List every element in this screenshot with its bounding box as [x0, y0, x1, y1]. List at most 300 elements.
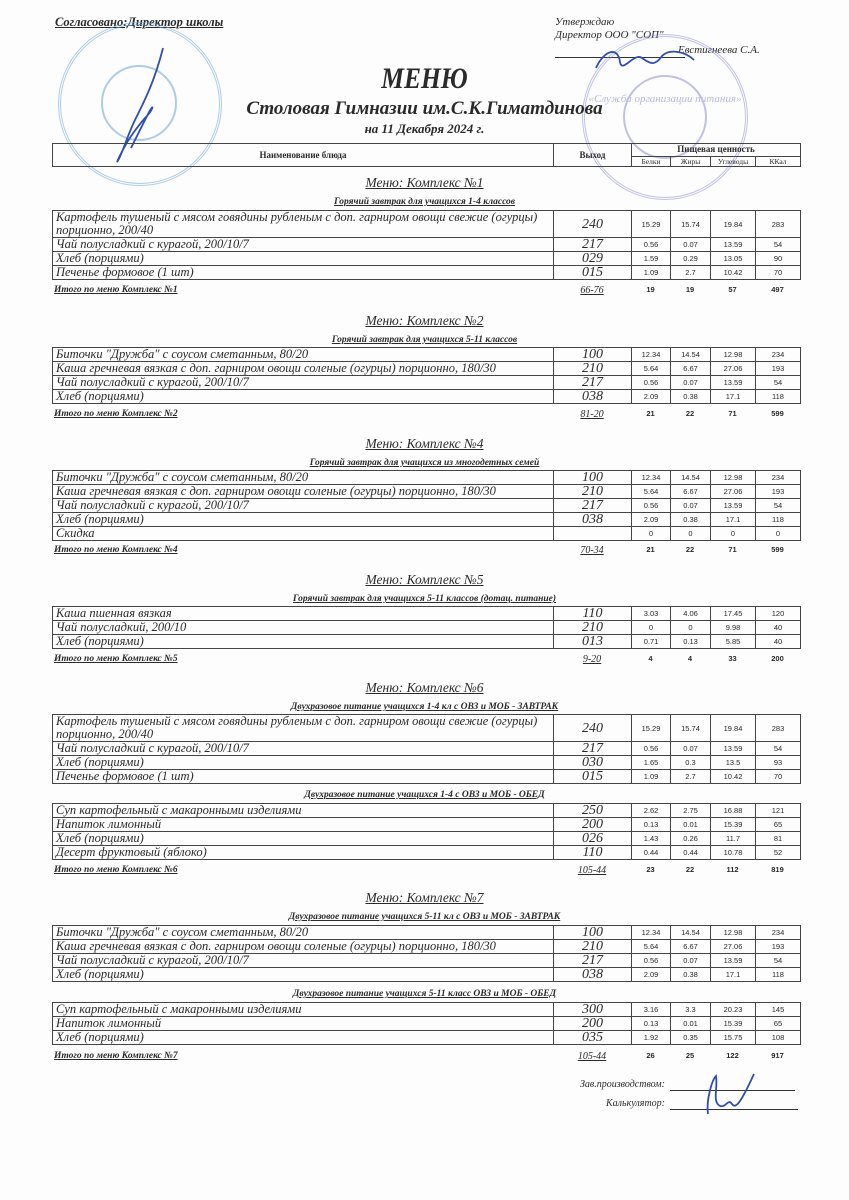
dish-carbs: 27.06 [711, 940, 756, 954]
dish-output: 300 [554, 1003, 632, 1017]
total-proteins: 21 [646, 545, 655, 554]
dish-kcal: 54 [756, 376, 801, 390]
dish-name: Картофель тушеный с мясом говядины рубленым с доп. гарниром овощи свежие (огурцы) порционно, 200/40 [53, 211, 554, 238]
total-fats: 19 [685, 285, 695, 294]
dish-kcal: 108 [756, 1031, 801, 1045]
menu-total [52, 1051, 800, 1064]
table-row [53, 211, 801, 238]
dish-output: 015 [554, 266, 632, 280]
dish-fats: 0.38 [671, 513, 711, 527]
col-kcal: ККал [756, 156, 801, 166]
dish-kcal: 193 [756, 485, 801, 499]
approve-name: Евстигнеева С.А. [678, 44, 760, 56]
dish-name: Биточки "Дружба" с соусом сметанным, 80/20 [53, 471, 554, 485]
dish-name: Хлеб (порциями) [53, 635, 554, 649]
dish-fats: 0.38 [671, 390, 711, 404]
dish-carbs: 11.7 [711, 832, 756, 846]
total-carbs: 112 [726, 865, 739, 874]
dish-name: Суп картофельный с макаронными изделиями [53, 804, 554, 818]
dish-output: 217 [554, 499, 632, 513]
menu-table [52, 803, 801, 860]
dish-carbs: 27.06 [711, 362, 756, 376]
table-row [53, 390, 801, 404]
dish-kcal: 52 [756, 846, 801, 860]
menu-title: Меню: Комплекс №1 [365, 175, 484, 190]
dish-carbs: 5.85 [711, 635, 756, 649]
dish-output: 035 [554, 1031, 632, 1045]
dish-carbs: 13.5 [711, 756, 756, 770]
menu-table [52, 470, 801, 541]
dish-carbs: 15.39 [711, 1017, 756, 1031]
table-row [53, 818, 801, 832]
menu-title: Меню: Комплекс №5 [365, 572, 484, 587]
dish-proteins: 0.13 [632, 818, 671, 832]
dish-kcal: 121 [756, 804, 801, 818]
dish-proteins: 1.92 [632, 1031, 671, 1045]
menu-total [52, 654, 800, 667]
dish-proteins: 1.43 [632, 832, 671, 846]
total-label: Итого по меню Комплекс №6 [54, 865, 178, 875]
dish-kcal: 118 [756, 390, 801, 404]
dish-carbs: 15.75 [711, 1031, 756, 1045]
column-header [52, 143, 801, 167]
dish-carbs: 12.98 [711, 471, 756, 485]
table-row [53, 804, 801, 818]
dish-output: 210 [554, 621, 632, 635]
menu-date: на 11 Декабря 2024 г. [364, 121, 485, 136]
dish-output: 013 [554, 635, 632, 649]
dish-proteins: 0.56 [632, 954, 671, 968]
dish-carbs: 12.98 [711, 348, 756, 362]
total-carbs: 71 [728, 409, 737, 418]
dish-carbs: 10.78 [711, 846, 756, 860]
dish-fats: 0.01 [671, 1017, 711, 1031]
total-carbs: 71 [728, 545, 737, 554]
dish-fats: 2.75 [671, 804, 711, 818]
total-kcal: 200 [771, 654, 784, 663]
dish-fats: 2.7 [671, 770, 711, 784]
table-row [53, 742, 801, 756]
dish-fats: 0 [671, 527, 711, 541]
dish-name: Десерт фруктовый (яблоко) [53, 846, 554, 860]
menu-table [52, 714, 801, 784]
dish-name: Каша пшенная вязкая [53, 607, 554, 621]
dish-carbs: 17.1 [711, 390, 756, 404]
dish-output: 250 [554, 804, 632, 818]
total-kcal: 819 [771, 865, 784, 874]
dish-name: Печенье формовое (1 шт) [53, 266, 554, 280]
section-title: Двухразовое питание учащихся 5-11 класс ОВЗ и МОБ - ОБЕД [292, 989, 557, 999]
dish-fats: 0.3 [671, 756, 711, 770]
total-fats: 22 [685, 865, 695, 874]
dish-name: Хлеб (порциями) [53, 513, 554, 527]
dish-output: 200 [554, 1017, 632, 1031]
production-head-label: Зав.производством: [579, 1079, 665, 1090]
dish-name: Напиток лимонный [53, 1017, 554, 1031]
dish-carbs: 15.39 [711, 818, 756, 832]
dish-name: Каша гречневая вязкая с доп. гарниром овощи соленые (огурцы) порционно, 180/30 [53, 940, 554, 954]
table-row [53, 1031, 801, 1045]
dish-carbs: 17.1 [711, 968, 756, 982]
dish-proteins: 0.56 [632, 376, 671, 390]
dish-fats: 6.67 [671, 940, 711, 954]
table-row [53, 770, 801, 784]
total-fats: 4 [687, 654, 693, 663]
total-proteins: 26 [646, 1051, 655, 1060]
dish-kcal: 283 [756, 211, 801, 238]
dish-fats: 4.06 [671, 607, 711, 621]
dish-output: 038 [554, 968, 632, 982]
dish-proteins: 0 [632, 621, 671, 635]
total-carbs: 57 [728, 285, 737, 294]
dish-kcal: 193 [756, 362, 801, 376]
total-output: 105-44 [577, 865, 607, 876]
dish-output [554, 527, 632, 541]
calculator-signature [698, 1070, 758, 1120]
table-row [53, 238, 801, 252]
page-title: МЕНЮ [381, 62, 468, 95]
dish-output: 217 [554, 238, 632, 252]
menu-table [52, 347, 801, 404]
dish-output: 038 [554, 390, 632, 404]
menu-total [52, 409, 800, 422]
dish-kcal: 65 [756, 818, 801, 832]
dish-kcal: 54 [756, 742, 801, 756]
dish-carbs: 27.06 [711, 485, 756, 499]
section-title: Двухразовое питание учащихся 5-11 кл с ОВЗ и МОБ - ЗАВТРАК [288, 912, 561, 922]
dish-fats: 0.07 [671, 499, 711, 513]
menu-total [52, 545, 800, 558]
dish-name: Хлеб (порциями) [53, 390, 554, 404]
dish-kcal: 65 [756, 1017, 801, 1031]
dish-fats: 0.26 [671, 832, 711, 846]
dish-output: 029 [554, 252, 632, 266]
table-row [53, 252, 801, 266]
dish-name: Чай полусладкий с курагой, 200/10/7 [53, 742, 554, 756]
col-nutrition: Пищевая ценность [632, 144, 801, 157]
dish-proteins: 12.34 [632, 926, 671, 940]
table-row [53, 756, 801, 770]
dish-proteins: 1.65 [632, 756, 671, 770]
dish-output: 210 [554, 940, 632, 954]
table-row [53, 362, 801, 376]
dish-output: 217 [554, 742, 632, 756]
agreed-label: Согласовано:Директор школы [55, 15, 224, 29]
dish-output: 217 [554, 954, 632, 968]
dish-kcal: 54 [756, 238, 801, 252]
total-kcal: 497 [771, 285, 784, 294]
col-carbs: Углеводы [711, 156, 756, 166]
dish-carbs: 13.59 [711, 954, 756, 968]
dish-output: 038 [554, 513, 632, 527]
dish-kcal: 90 [756, 252, 801, 266]
dish-proteins: 2.62 [632, 804, 671, 818]
menu-table [52, 606, 801, 649]
table-row [53, 348, 801, 362]
table-row [53, 527, 801, 541]
table-row [53, 376, 801, 390]
dish-kcal: 193 [756, 940, 801, 954]
dish-fats: 2.7 [671, 266, 711, 280]
table-row [53, 926, 801, 940]
dish-fats: 0.29 [671, 252, 711, 266]
dish-proteins: 3.16 [632, 1003, 671, 1017]
dish-name: Хлеб (порциями) [53, 1031, 554, 1045]
dish-carbs: 10.42 [711, 770, 756, 784]
section-title: Горячий завтрак для учащихся 1-4 классов [333, 197, 516, 207]
section-title: Двухразовое питание учащихся 1-4 с ОВЗ и МОБ - ОБЕД [304, 790, 545, 800]
dish-output: 110 [554, 607, 632, 621]
menu-title: Меню: Комплекс №7 [365, 890, 484, 905]
total-proteins: 19 [646, 285, 655, 294]
dish-proteins: 0.56 [632, 742, 671, 756]
dish-name: Чай полусладкий с курагой, 200/10/7 [53, 238, 554, 252]
total-label: Итого по меню Комплекс №1 [54, 285, 178, 295]
dish-fats: 0.07 [671, 238, 711, 252]
total-proteins: 4 [648, 654, 653, 663]
dish-kcal: 118 [756, 968, 801, 982]
dish-output: 200 [554, 818, 632, 832]
menu-table [52, 210, 801, 280]
menu-total [52, 285, 800, 298]
stamp-text: «Служба организации питания» [588, 93, 742, 105]
dish-fats: 14.54 [671, 348, 711, 362]
dish-kcal: 0 [756, 527, 801, 541]
table-row [53, 471, 801, 485]
total-proteins: 23 [646, 865, 655, 874]
dish-kcal: 40 [756, 635, 801, 649]
dish-carbs: 0 [711, 527, 756, 541]
dish-carbs: 9.98 [711, 621, 756, 635]
dish-fats: 0.07 [671, 742, 711, 756]
col-output: Выход [554, 144, 632, 167]
menu-total [52, 865, 800, 878]
dish-carbs: 13.59 [711, 742, 756, 756]
table-row [53, 715, 801, 742]
table-row [53, 832, 801, 846]
dish-output: 240 [554, 715, 632, 742]
dish-name: Хлеб (порциями) [53, 968, 554, 982]
menu-table [52, 925, 801, 982]
dish-output: 110 [554, 846, 632, 860]
dish-kcal: 120 [756, 607, 801, 621]
total-output: 105-44 [577, 1051, 607, 1062]
total-label: Итого по меню Комплекс №5 [54, 654, 178, 664]
dish-name: Картофель тушеный с мясом говядины рубленым с доп. гарниром овощи свежие (огурцы) порционно, 200/40 [53, 715, 554, 742]
dish-kcal: 81 [756, 832, 801, 846]
menu-title: Меню: Комплекс №6 [365, 680, 484, 695]
dish-kcal: 54 [756, 499, 801, 513]
table-row [53, 968, 801, 982]
section-title: Горячий завтрак для учащихся 5-11 классов [331, 335, 518, 345]
col-fats: Жиры [671, 156, 711, 166]
dish-kcal: 70 [756, 770, 801, 784]
table-row [53, 1003, 801, 1017]
dish-name: Чай полусладкий с курагой, 200/10/7 [53, 954, 554, 968]
dish-name: Суп картофельный с макаронными изделиями [53, 1003, 554, 1017]
dish-carbs: 19.84 [711, 715, 756, 742]
dish-fats: 0 [671, 621, 711, 635]
dish-carbs: 13.05 [711, 252, 756, 266]
dish-fats: 0.01 [671, 818, 711, 832]
col-proteins: Белки [632, 156, 671, 166]
dish-kcal: 40 [756, 621, 801, 635]
total-kcal: 917 [771, 1051, 784, 1060]
dish-fats: 6.67 [671, 362, 711, 376]
dish-proteins: 0 [632, 527, 671, 541]
dish-name: Напиток лимонный [53, 818, 554, 832]
dish-proteins: 15.29 [632, 715, 671, 742]
dish-proteins: 0.71 [632, 635, 671, 649]
dish-carbs: 13.59 [711, 238, 756, 252]
dish-output: 210 [554, 362, 632, 376]
dish-carbs: 19.84 [711, 211, 756, 238]
dish-carbs: 12.98 [711, 926, 756, 940]
dish-proteins: 2.09 [632, 390, 671, 404]
page-subtitle: Столовая Гимназии им.С.К.Гиматдинова [246, 98, 603, 119]
approve-label: Утверждаю [555, 16, 615, 28]
dish-fats: 15.74 [671, 715, 711, 742]
table-row [53, 513, 801, 527]
dish-kcal: 70 [756, 266, 801, 280]
dish-name: Биточки "Дружба" с соусом сметанным, 80/20 [53, 926, 554, 940]
table-row [53, 1017, 801, 1031]
dish-fats: 6.67 [671, 485, 711, 499]
total-output: 9-20 [582, 654, 602, 665]
dish-name: Каша гречневая вязкая с доп. гарниром овощи соленые (огурцы) порционно, 180/30 [53, 362, 554, 376]
dish-name: Биточки "Дружба" с соусом сметанным, 80/20 [53, 348, 554, 362]
dish-kcal: 118 [756, 513, 801, 527]
dish-fats: 14.54 [671, 926, 711, 940]
section-title: Двухразовое питание учащихся 1-4 кл с ОВЗ и МОБ - ЗАВТРАК [290, 702, 559, 712]
dish-fats: 0.13 [671, 635, 711, 649]
dish-fats: 0.07 [671, 376, 711, 390]
dish-output: 030 [554, 756, 632, 770]
dish-fats: 15.74 [671, 211, 711, 238]
table-row [53, 846, 801, 860]
dish-proteins: 1.09 [632, 266, 671, 280]
dish-carbs: 17.45 [711, 607, 756, 621]
dish-name: Каша гречневая вязкая с доп. гарниром овощи соленые (огурцы) порционно, 180/30 [53, 485, 554, 499]
section-title: Горячий завтрак для учащихся из многодетных семей [309, 458, 540, 468]
dish-carbs: 17.1 [711, 513, 756, 527]
dish-name: Печенье формовое (1 шт) [53, 770, 554, 784]
menu-table [52, 1002, 801, 1045]
total-label: Итого по меню Комплекс №7 [54, 1051, 178, 1061]
dish-fats: 14.54 [671, 471, 711, 485]
dish-name: Хлеб (порциями) [53, 252, 554, 266]
dish-proteins: 0.44 [632, 846, 671, 860]
menu-title: Меню: Комплекс №4 [365, 436, 484, 451]
table-row [53, 607, 801, 621]
table-row [53, 635, 801, 649]
table-row [53, 940, 801, 954]
total-kcal: 599 [771, 545, 784, 554]
dish-output: 100 [554, 926, 632, 940]
dish-name: Скидка [53, 527, 554, 541]
total-output: 81-20 [580, 409, 604, 420]
table-row [53, 954, 801, 968]
dish-proteins: 0.56 [632, 499, 671, 513]
dish-kcal: 54 [756, 954, 801, 968]
dish-fats: 0.35 [671, 1031, 711, 1045]
dish-proteins: 2.09 [632, 513, 671, 527]
dish-output: 015 [554, 770, 632, 784]
table-row [53, 499, 801, 513]
total-carbs: 122 [726, 1051, 739, 1060]
dish-kcal: 283 [756, 715, 801, 742]
dish-output: 026 [554, 832, 632, 846]
total-fats: 22 [685, 409, 695, 418]
dish-kcal: 145 [756, 1003, 801, 1017]
dish-proteins: 2.09 [632, 968, 671, 982]
total-proteins: 21 [646, 409, 655, 418]
dish-proteins: 12.34 [632, 348, 671, 362]
dish-proteins: 0.56 [632, 238, 671, 252]
total-kcal: 599 [771, 409, 784, 418]
dish-kcal: 234 [756, 926, 801, 940]
total-fats: 22 [685, 545, 695, 554]
dish-name: Чай полусладкий, 200/10 [53, 621, 554, 635]
dish-carbs: 13.59 [711, 499, 756, 513]
dish-proteins: 15.29 [632, 211, 671, 238]
dish-proteins: 1.09 [632, 770, 671, 784]
dish-name: Хлеб (порциями) [53, 832, 554, 846]
dish-proteins: 5.64 [632, 362, 671, 376]
table-row [53, 621, 801, 635]
total-carbs: 33 [728, 654, 737, 663]
dish-name: Хлеб (порциями) [53, 756, 554, 770]
dish-fats: 0.07 [671, 954, 711, 968]
total-label: Итого по меню Комплекс №4 [54, 545, 178, 555]
dish-proteins: 0.13 [632, 1017, 671, 1031]
total-output: 66-76 [580, 285, 604, 296]
menu-title: Меню: Комплекс №2 [365, 313, 484, 328]
dish-carbs: 16.88 [711, 804, 756, 818]
dish-output: 210 [554, 485, 632, 499]
total-output: 70-34 [580, 545, 604, 556]
dish-fats: 0.38 [671, 968, 711, 982]
dish-proteins: 12.34 [632, 471, 671, 485]
calculator-label: Калькулятор: [606, 1098, 665, 1109]
dish-name: Чай полусладкий с курагой, 200/10/7 [53, 376, 554, 390]
table-row [53, 266, 801, 280]
dish-carbs: 20.23 [711, 1003, 756, 1017]
dish-proteins: 3.03 [632, 607, 671, 621]
dish-fats: 0.44 [671, 846, 711, 860]
dish-proteins: 5.64 [632, 940, 671, 954]
col-name: Наименование блюда [53, 144, 554, 167]
dish-kcal: 234 [756, 348, 801, 362]
table-row [53, 485, 801, 499]
dish-fats: 3.3 [671, 1003, 711, 1017]
section-title: Горячий завтрак для учащихся 5-11 классов (дотац. питание) [292, 594, 557, 604]
dish-kcal: 93 [756, 756, 801, 770]
dish-proteins: 1.59 [632, 252, 671, 266]
total-fats: 25 [685, 1051, 695, 1060]
dish-proteins: 5.64 [632, 485, 671, 499]
approve-position: Директор ООО "СОП" [555, 29, 664, 41]
dish-name: Чай полусладкий с курагой, 200/10/7 [53, 499, 554, 513]
dish-carbs: 13.59 [711, 376, 756, 390]
dish-output: 100 [554, 348, 632, 362]
total-label: Итого по меню Комплекс №2 [54, 409, 178, 419]
dish-kcal: 234 [756, 471, 801, 485]
dish-output: 240 [554, 211, 632, 238]
dish-output: 217 [554, 376, 632, 390]
dish-carbs: 10.42 [711, 266, 756, 280]
dish-output: 100 [554, 471, 632, 485]
